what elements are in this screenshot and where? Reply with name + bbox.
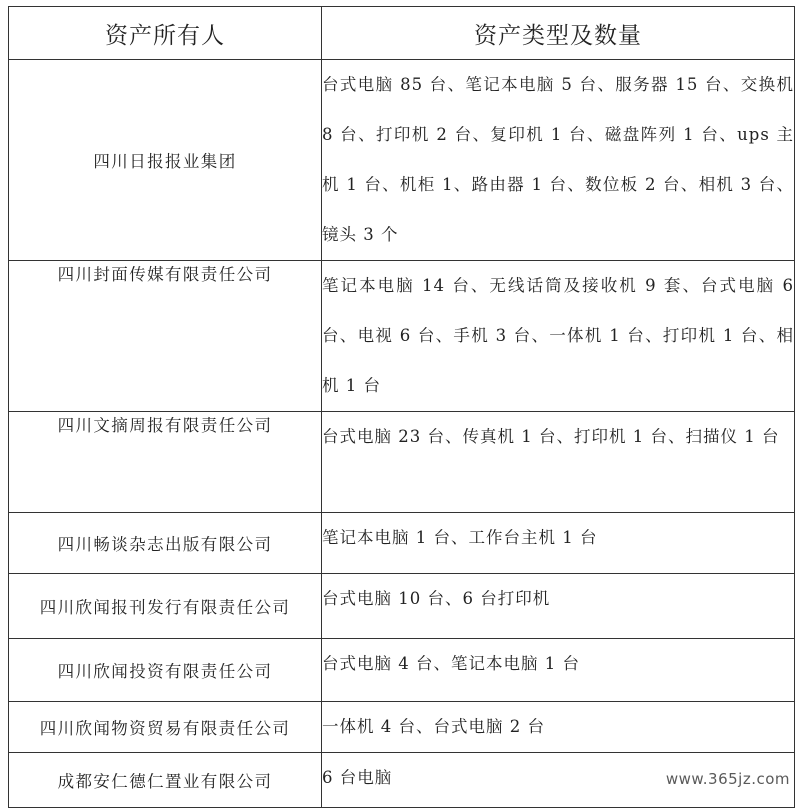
owner-cell: 四川文摘周报有限责任公司 — [9, 412, 322, 513]
header-assets: 资产类型及数量 — [322, 7, 795, 60]
owner-cell: 四川畅谈杂志出版有限公司 — [9, 513, 322, 574]
table-row — [9, 513, 795, 574]
assets-cell: 笔记本电脑 1 台、工作台主机 1 台 — [322, 513, 795, 574]
assets-cell: 6 台电脑 — [322, 753, 795, 808]
asset-table — [8, 6, 795, 808]
owner-cell: 四川欣闻投资有限责任公司 — [9, 639, 322, 702]
table-row — [9, 702, 795, 753]
assets-cell: 台式电脑 23 台、传真机 1 台、打印机 1 台、扫描仪 1 台 — [322, 412, 795, 513]
owner-cell: 四川欣闻物资贸易有限责任公司 — [9, 702, 322, 753]
owner-cell: 四川欣闻报刊发行有限责任公司 — [9, 574, 322, 639]
assets-cell: 台式电脑 4 台、笔记本电脑 1 台 — [322, 639, 795, 702]
owner-cell: 四川日报报业集团 — [9, 60, 322, 261]
assets-cell: 一体机 4 台、台式电脑 2 台 — [322, 702, 795, 753]
table-row — [9, 60, 795, 261]
table-row — [9, 261, 795, 412]
assets-cell: 台式电脑 85 台、笔记本电脑 5 台、服务器 15 台、交换机 8 台、打印机 2 台、复印机 1 台、磁盘阵列 1 台、ups 主机 1 台、机柜 1、路由器 1 台、数位板 2 台、相机 3 台、镜头 3 个 — [322, 60, 795, 261]
site-watermark: www.365jz.com — [662, 769, 794, 789]
table-row — [9, 574, 795, 639]
table-row — [9, 639, 795, 702]
table-row — [9, 412, 795, 513]
header-owner: 资产所有人 — [9, 7, 322, 60]
assets-cell: 笔记本电脑 14 台、无线话筒及接收机 9 套、台式电脑 6 台、电视 6 台、手机 3 台、一体机 1 台、打印机 1 台、相机 1 台 — [322, 261, 795, 412]
owner-cell: 成都安仁德仁置业有限公司 — [9, 753, 322, 808]
owner-cell: 四川封面传媒有限责任公司 — [9, 261, 322, 412]
header-row — [9, 7, 795, 60]
assets-cell: 台式电脑 10 台、6 台打印机 — [322, 574, 795, 639]
